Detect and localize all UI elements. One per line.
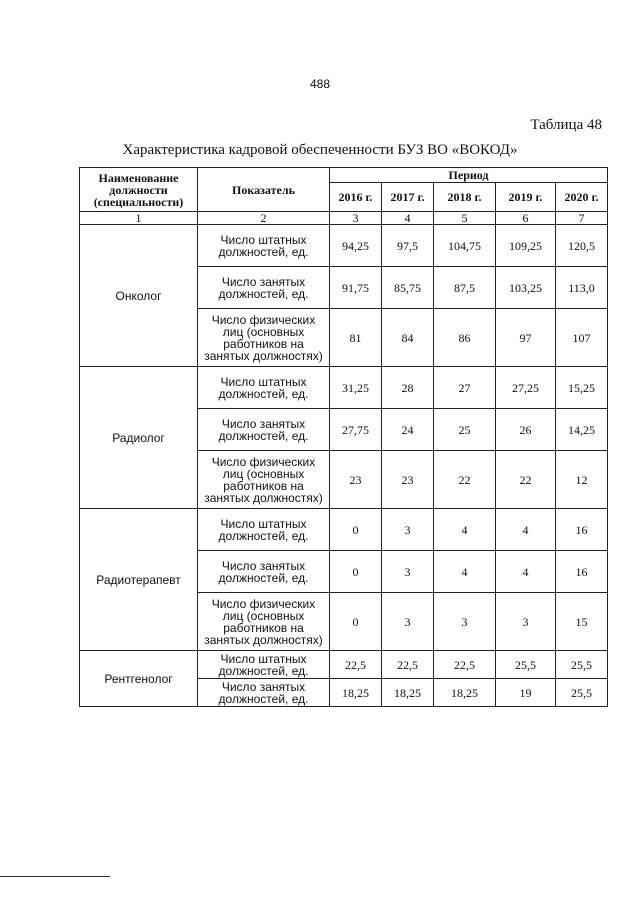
header-year: 2016 г. (330, 183, 382, 212)
header-position: Наименование должности (специальности) (80, 168, 198, 212)
table-label: Таблица 48 (530, 117, 602, 133)
value-cell: 81 (330, 309, 382, 367)
value-cell: 25,5 (556, 679, 608, 707)
value-cell: 22 (434, 451, 496, 509)
value-cell: 0 (330, 551, 382, 593)
indicator-cell: Число занятых должностей, ед. (198, 267, 330, 309)
value-cell: 19 (496, 679, 556, 707)
value-cell: 3 (434, 593, 496, 651)
value-cell: 26 (496, 409, 556, 451)
column-number: 2 (198, 212, 330, 225)
value-cell: 18,25 (382, 679, 434, 707)
value-cell: 22 (496, 451, 556, 509)
value-cell: 22,5 (382, 651, 434, 679)
value-cell: 31,25 (330, 367, 382, 409)
value-cell: 24 (382, 409, 434, 451)
value-cell: 28 (382, 367, 434, 409)
staffing-table (79, 167, 608, 707)
value-cell: 14,25 (556, 409, 608, 451)
value-cell: 94,25 (330, 225, 382, 267)
value-cell: 16 (556, 509, 608, 551)
value-cell: 22,5 (330, 651, 382, 679)
table-title: Характеристика кадровой обеспеченности БУЗ ВО «ВОКОД» (122, 142, 518, 158)
value-cell: 109,25 (496, 225, 556, 267)
value-cell: 103,25 (496, 267, 556, 309)
value-cell: 27,75 (330, 409, 382, 451)
column-number: 4 (382, 212, 434, 225)
value-cell: 18,25 (434, 679, 496, 707)
table-body (80, 225, 608, 707)
value-cell: 25 (434, 409, 496, 451)
header-indicator: Показатель (198, 168, 330, 212)
column-numbers-row (80, 212, 608, 225)
value-cell: 23 (382, 451, 434, 509)
value-cell: 23 (330, 451, 382, 509)
value-cell: 15,25 (556, 367, 608, 409)
table-row (80, 225, 608, 267)
value-cell: 22,5 (434, 651, 496, 679)
indicator-cell: Число физических лиц (основных работников на занятых должностях) (198, 593, 330, 651)
value-cell: 107 (556, 309, 608, 367)
value-cell: 97,5 (382, 225, 434, 267)
column-number: 1 (80, 212, 198, 225)
value-cell: 97 (496, 309, 556, 367)
table-row (80, 509, 608, 551)
value-cell: 4 (434, 509, 496, 551)
indicator-cell: Число штатных должностей, ед. (198, 225, 330, 267)
header-period: Период (330, 168, 608, 183)
indicator-cell: Число штатных должностей, ед. (198, 367, 330, 409)
column-number: 7 (556, 212, 608, 225)
header-year: 2019 г. (496, 183, 556, 212)
indicator-cell: Число физических лиц (основных работников на занятых должностях) (198, 309, 330, 367)
footnote-divider (0, 876, 110, 877)
header-row (80, 168, 608, 183)
position-cell: Радиотерапевт (80, 509, 198, 651)
value-cell: 0 (330, 593, 382, 651)
value-cell: 12 (556, 451, 608, 509)
value-cell: 4 (496, 551, 556, 593)
value-cell: 120,5 (556, 225, 608, 267)
value-cell: 3 (382, 593, 434, 651)
value-cell: 25,5 (496, 651, 556, 679)
value-cell: 18,25 (330, 679, 382, 707)
value-cell: 25,5 (556, 651, 608, 679)
indicator-cell: Число физических лиц (основных работников на занятых должностях) (198, 451, 330, 509)
value-cell: 3 (382, 509, 434, 551)
indicator-cell: Число штатных должностей, ед. (198, 651, 330, 679)
value-cell: 16 (556, 551, 608, 593)
position-cell: Онколог (80, 225, 198, 367)
indicator-cell: Число штатных должностей, ед. (198, 509, 330, 551)
value-cell: 104,75 (434, 225, 496, 267)
position-cell: Рентгенолог (80, 651, 198, 707)
value-cell: 15 (556, 593, 608, 651)
header-year: 2017 г. (382, 183, 434, 212)
value-cell: 4 (434, 551, 496, 593)
value-cell: 85,75 (382, 267, 434, 309)
value-cell: 3 (496, 593, 556, 651)
indicator-cell: Число занятых должностей, ед. (198, 551, 330, 593)
value-cell: 87,5 (434, 267, 496, 309)
table-row (80, 367, 608, 409)
column-number: 6 (496, 212, 556, 225)
value-cell: 0 (330, 509, 382, 551)
header-year: 2018 г. (434, 183, 496, 212)
table-row (80, 651, 608, 679)
position-cell: Радиолог (80, 367, 198, 509)
value-cell: 27,25 (496, 367, 556, 409)
column-number: 3 (330, 212, 382, 225)
value-cell: 84 (382, 309, 434, 367)
column-number: 5 (434, 212, 496, 225)
page-number: 488 (309, 77, 331, 91)
value-cell: 3 (382, 551, 434, 593)
value-cell: 86 (434, 309, 496, 367)
value-cell: 113,0 (556, 267, 608, 309)
indicator-cell: Число занятых должностей, ед. (198, 409, 330, 451)
value-cell: 27 (434, 367, 496, 409)
indicator-cell: Число занятых должностей, ед. (198, 679, 330, 707)
value-cell: 91,75 (330, 267, 382, 309)
value-cell: 4 (496, 509, 556, 551)
header-year: 2020 г. (556, 183, 608, 212)
